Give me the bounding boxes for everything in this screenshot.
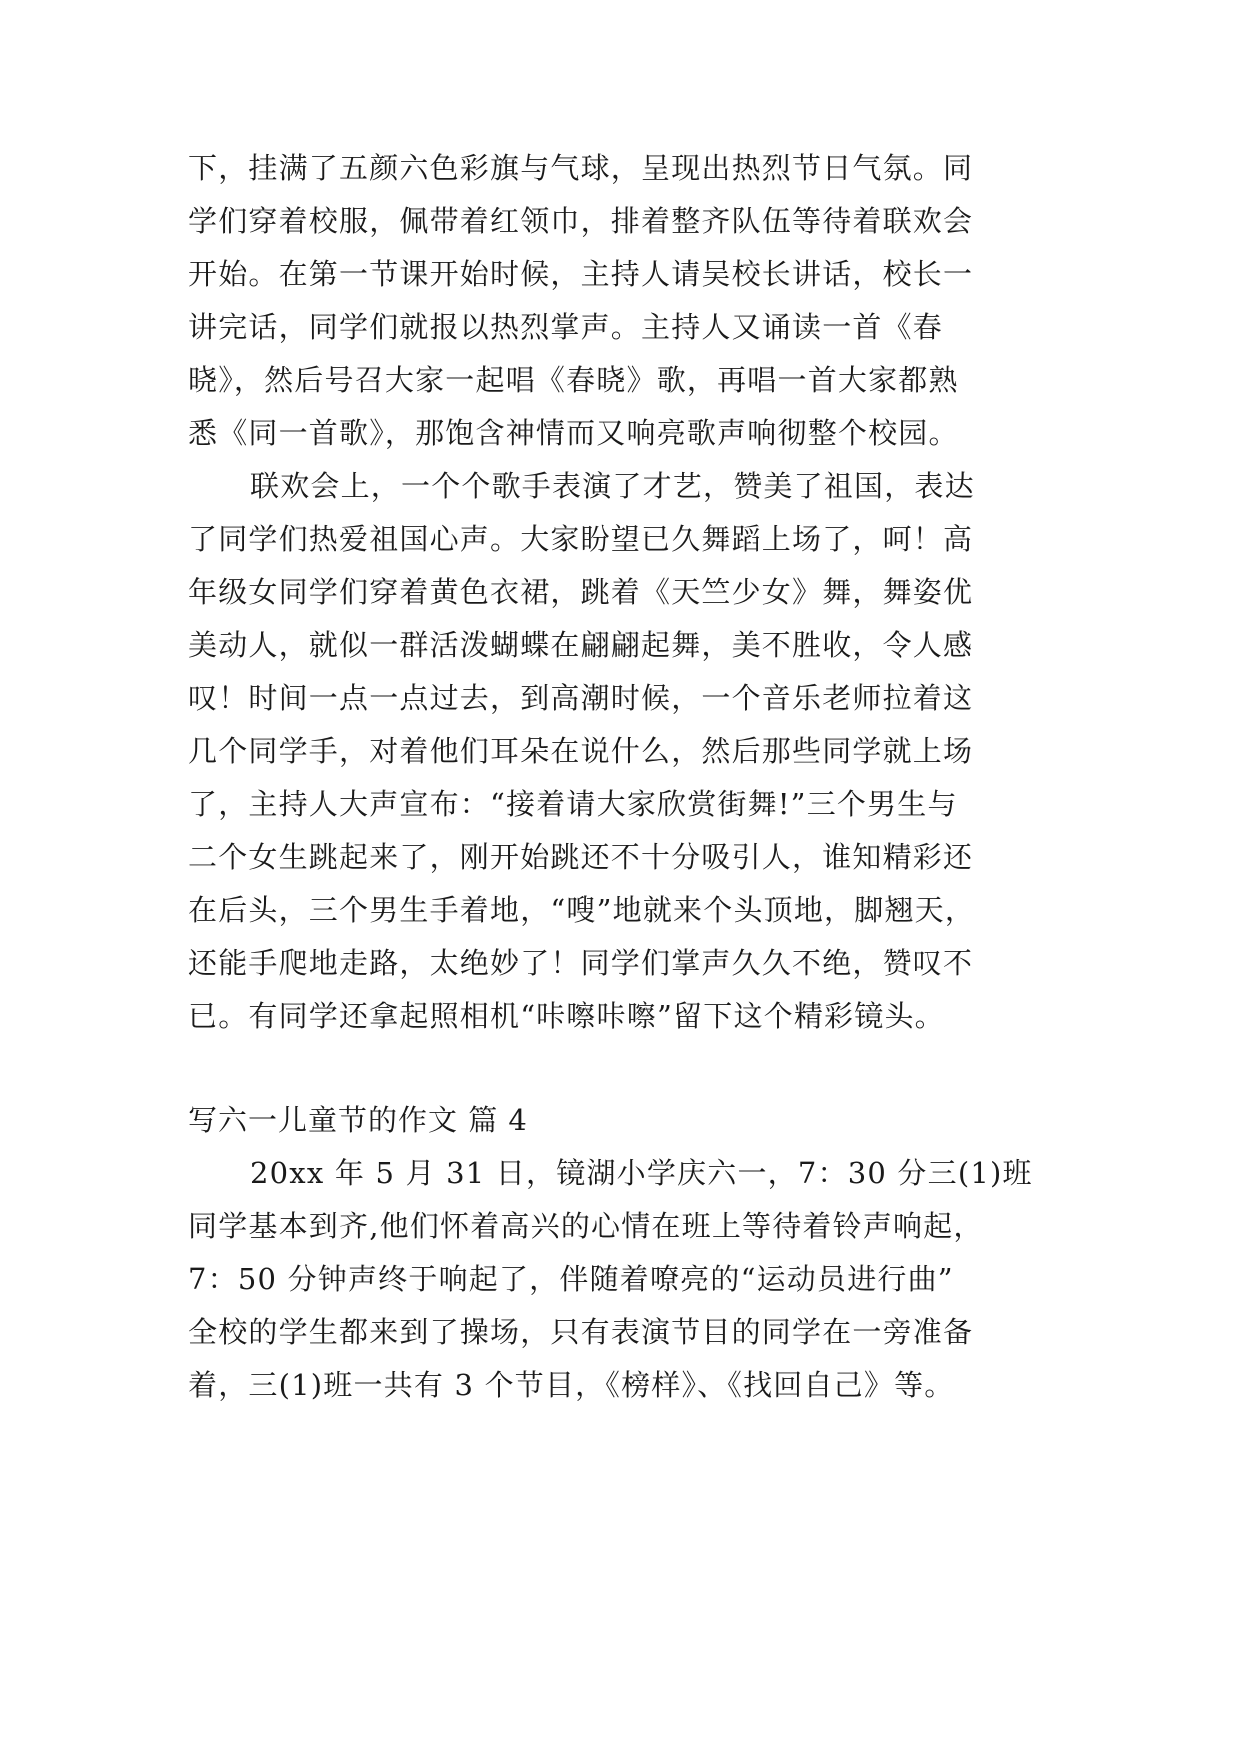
- text-line: 悉《同一首歌》，那饱含神情而又响亮歌声响彻整个校园。: [188, 416, 959, 450]
- text-line: 同学基本到齐,他们怀着高兴的心情在班上等待着铃声响起，: [188, 1209, 984, 1243]
- text-line: 着，三(1)班一共有 3 个节目，《榜样》、《找回自己》等。: [188, 1368, 955, 1402]
- text-line: 了，主持人大声宣布：“接着请大家欣赏街舞!”三个男生与: [188, 787, 958, 821]
- text-line: 晓》，然后号召大家一起唱《春晓》歌，再唱一首大家都熟: [188, 363, 959, 397]
- text-line: 7：50 分钟声终于响起了，伴随着嘹亮的“运动员进行曲”: [188, 1262, 954, 1296]
- text-line: 联欢会上，一个个歌手表演了才艺，赞美了祖国，表达: [250, 469, 975, 503]
- section-heading: 写六一儿童节的作文 篇 4: [188, 1103, 528, 1137]
- text-line: 已。有同学还拿起照相机“咔嚓咔嚓”留下这个精彩镜头。: [188, 999, 945, 1033]
- text-line: 美动人，就似一群活泼蝴蝶在翩翩起舞，美不胜收，令人感: [188, 628, 974, 662]
- text-line: 在后头，三个男生手着地，“嗖”地就来个头顶地，脚翘天，: [188, 893, 976, 927]
- text-line: 二个女生跳起来了，刚开始跳还不十分吸引人，谁知精彩还: [188, 840, 974, 874]
- text-line: 叹！时间一点一点过去，到高潮时候，一个音乐老师拉着这: [188, 681, 974, 715]
- text-line: 还能手爬地走路，太绝妙了！同学们掌声久久不绝，赞叹不: [188, 946, 974, 980]
- text-line: 开始。在第一节课开始时候，主持人请吴校长讲话，校长一: [188, 257, 974, 291]
- text-line: 下，挂满了五颜六色彩旗与气球，呈现出热烈节日气氛。同: [188, 151, 974, 185]
- text-line: 几个同学手，对着他们耳朵在说什么，然后那些同学就上场: [188, 734, 974, 768]
- text-line: 20xx 年 5 月 31 日，镜湖小学庆六一，7：30 分三(1)班: [250, 1156, 1033, 1190]
- text-line: 学们穿着校服，佩带着红领巾，排着整齐队伍等待着联欢会: [188, 204, 974, 238]
- text-line: 全校的学生都来到了操场，只有表演节目的同学在一旁准备: [188, 1315, 974, 1349]
- text-line: 了同学们热爱祖国心声。大家盼望已久舞蹈上场了，呵！高: [188, 522, 974, 556]
- text-line: 年级女同学们穿着黄色衣裙，跳着《天竺少女》舞，舞姿优: [188, 575, 974, 609]
- text-line: 讲完话，同学们就报以热烈掌声。主持人又诵读一首《春: [188, 310, 944, 344]
